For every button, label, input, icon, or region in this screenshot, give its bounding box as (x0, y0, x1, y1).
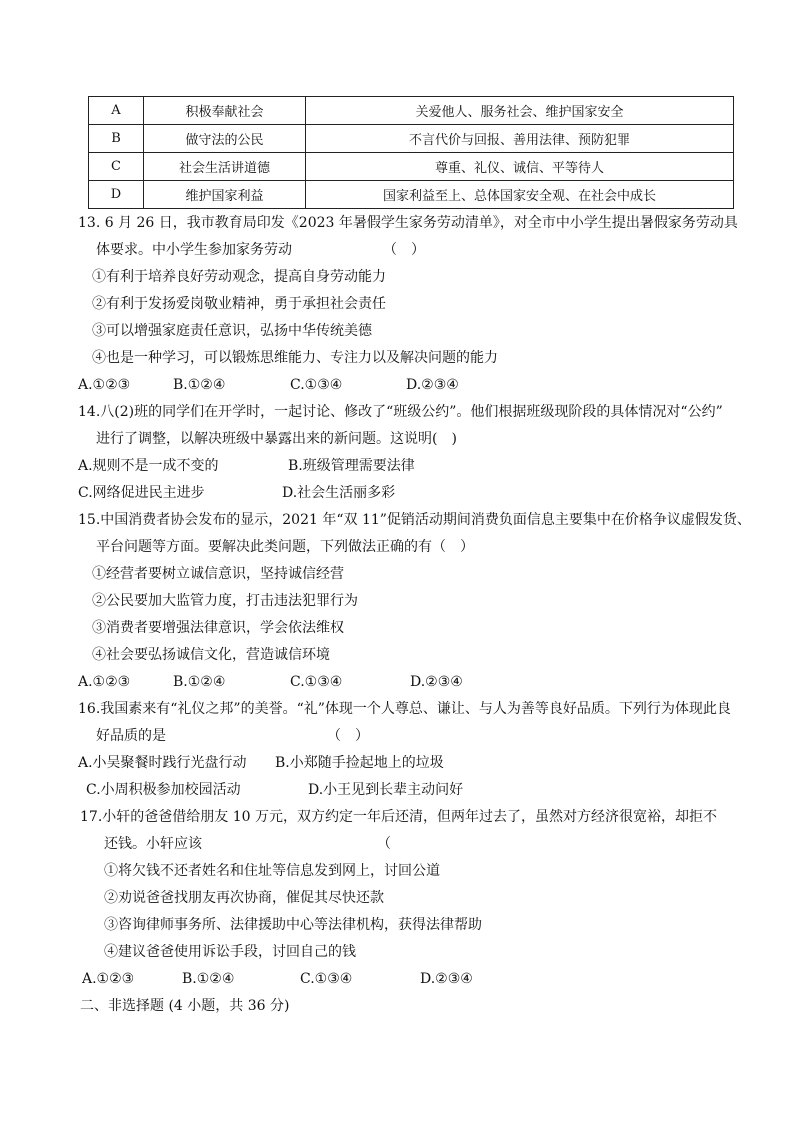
row-theme: 做守法的公民 (144, 125, 306, 153)
row-content: 关爱他人、服务社会、维护国家安全 (306, 97, 734, 125)
q17-statement-3: ③咨询律师事务所、法律援助中心等法律机构，获得法律帮助 (104, 917, 482, 933)
q14-options-row2 (0, 483, 793, 503)
q16-stem-line1: 16.我国素来有“礼仪之邦”的美誉。“礼”体现一个人尊总、谦让、与人为善等良好品质。下列行为体现此良 (78, 701, 731, 717)
row-letter: A (89, 97, 144, 125)
q13-option-d[interactable]: D.②③④ (406, 377, 459, 393)
q15-stem-line2: 平台问题等方面。要解决此类问题，下列做法正确的有（ ） (96, 539, 474, 555)
q15-option-b[interactable]: B.①②④ (173, 674, 226, 690)
table-row (89, 97, 734, 125)
options-table (88, 96, 734, 209)
q15-option-a[interactable]: A.①②③ (78, 674, 131, 690)
q13-option-a[interactable]: A.①②③ (78, 377, 131, 393)
q14-option-a[interactable]: A.规则不是一成不变的 (78, 458, 219, 474)
q14-options-row1 (0, 456, 793, 476)
q16-option-b[interactable]: B.小郑随手捡起地上的垃圾 (275, 755, 444, 771)
q17-stem-line1: 17.小轩的爸爸借给朋友 10 万元，双方约定一年后还清，但两年过去了，虽然对方经济很宽裕，却拒不 (80, 809, 717, 825)
q17-option-b[interactable]: B.①②④ (182, 971, 235, 987)
row-theme: 维护国家利益 (144, 181, 306, 209)
table-row (89, 181, 734, 209)
q14-stem-line1: 14.八(2)班的同学们在开学时，一起讨论、修改了“班级公约”。他们根据班级现阶段的具体情况对“公约” (78, 404, 723, 420)
q17-statement-4: ④建议爸爸使用诉讼手段，讨回自己的钱 (104, 944, 356, 960)
q16-option-d[interactable]: D.小王见到长辈主动问好 (308, 782, 464, 798)
q15-statement-1: ①经营者要树立诚信意识，坚持诚信经营 (92, 566, 344, 582)
q13-statement-1: ①有利于培养良好劳动观念，提高自身劳动能力 (92, 269, 386, 285)
row-theme: 社会生活讲道德 (144, 153, 306, 181)
q16-options-row1 (0, 753, 793, 773)
q16-option-a[interactable]: A.小吴聚餐时践行光盘行动 (78, 755, 247, 771)
q13-option-b[interactable]: B.①②④ (173, 377, 226, 393)
q17-options (0, 969, 793, 989)
q15-options (0, 672, 793, 692)
row-theme: 积极奉献社会 (144, 97, 306, 125)
q13-statement-3: ③可以增强家庭责任意识，弘扬中华传统美德 (92, 323, 372, 339)
q13-option-c[interactable]: C.①③④ (290, 377, 343, 393)
q13-statement-4: ④也是一种学习，可以锻炼思维能力、专注力以及解决问题的能力 (92, 350, 498, 366)
q17-option-a[interactable]: A.①②③ (82, 971, 135, 987)
row-letter: B (89, 125, 144, 153)
section-heading: 二、非选择题 (4 小题，共 36 分) (80, 998, 290, 1014)
row-content: 国家利益至上、总体国家安全观、在社会中成长 (306, 181, 734, 209)
q17-statement-1: ①将欠钱不还者姓名和住址等信息发到网上，讨回公道 (104, 863, 440, 879)
q16-stem-line2: 好品质的是 （ ） (96, 728, 369, 744)
row-content: 尊重、礼仪、诚信、平等待人 (306, 153, 734, 181)
q17-statement-2: ②劝说爸爸找朋友再次协商，催促其尽快还款 (104, 890, 384, 906)
q14-stem-line2: 进行了调整，以解决班级中暴露出来的新问题。这说明( ) (96, 431, 457, 447)
q13-options (0, 375, 793, 395)
q17-option-d[interactable]: D.②③④ (420, 971, 473, 987)
q14-option-d[interactable]: D.社会生活丽多彩 (282, 485, 396, 501)
row-letter: D (89, 181, 144, 209)
q15-stem-line1: 15.中国消费者协会发布的显示，2021 年“双 11”促销活动期间消费负面信息主要集中在价格争议虚假发货、 (78, 512, 751, 528)
row-content: 不言代价与回报、善用法律、预防犯罪 (306, 125, 734, 153)
q15-statement-2: ②公民要加大监管力度，打击违法犯罪行为 (92, 593, 358, 609)
q15-option-c[interactable]: C.①③④ (290, 674, 343, 690)
q13-stem-line1: 13. 6 月 26 日，我市教育局印发《2023 年暑假学生家务劳动清单》，对全市中小学生提出暑假家务劳动具 (78, 215, 738, 231)
table-row (89, 125, 734, 153)
q14-option-c[interactable]: C.网络促进民主进步 (78, 485, 205, 501)
q16-options-row2 (0, 780, 793, 800)
q14-option-b[interactable]: B.班级管理需要法律 (288, 458, 415, 474)
q15-option-d[interactable]: D.②③④ (410, 674, 463, 690)
q13-stem-line2: 体要求。中小学生参加家务劳动 （ ） (96, 242, 425, 258)
q16-option-c[interactable]: C.小周积极参加校园活动 (86, 782, 241, 798)
q17-stem-line2: 还钱。小轩应该 （ (104, 836, 391, 852)
row-letter: C (89, 153, 144, 181)
q13-statement-2: ②有利于发扬爱岗敬业精神，勇于承担社会责任 (92, 296, 386, 312)
table-row (89, 153, 734, 181)
q15-statement-4: ④社会要弘扬诚信文化，营造诚信环境 (92, 647, 330, 663)
q15-statement-3: ③消费者要增强法律意识，学会依法维权 (92, 620, 344, 636)
q17-option-c[interactable]: C.①③④ (300, 971, 353, 987)
